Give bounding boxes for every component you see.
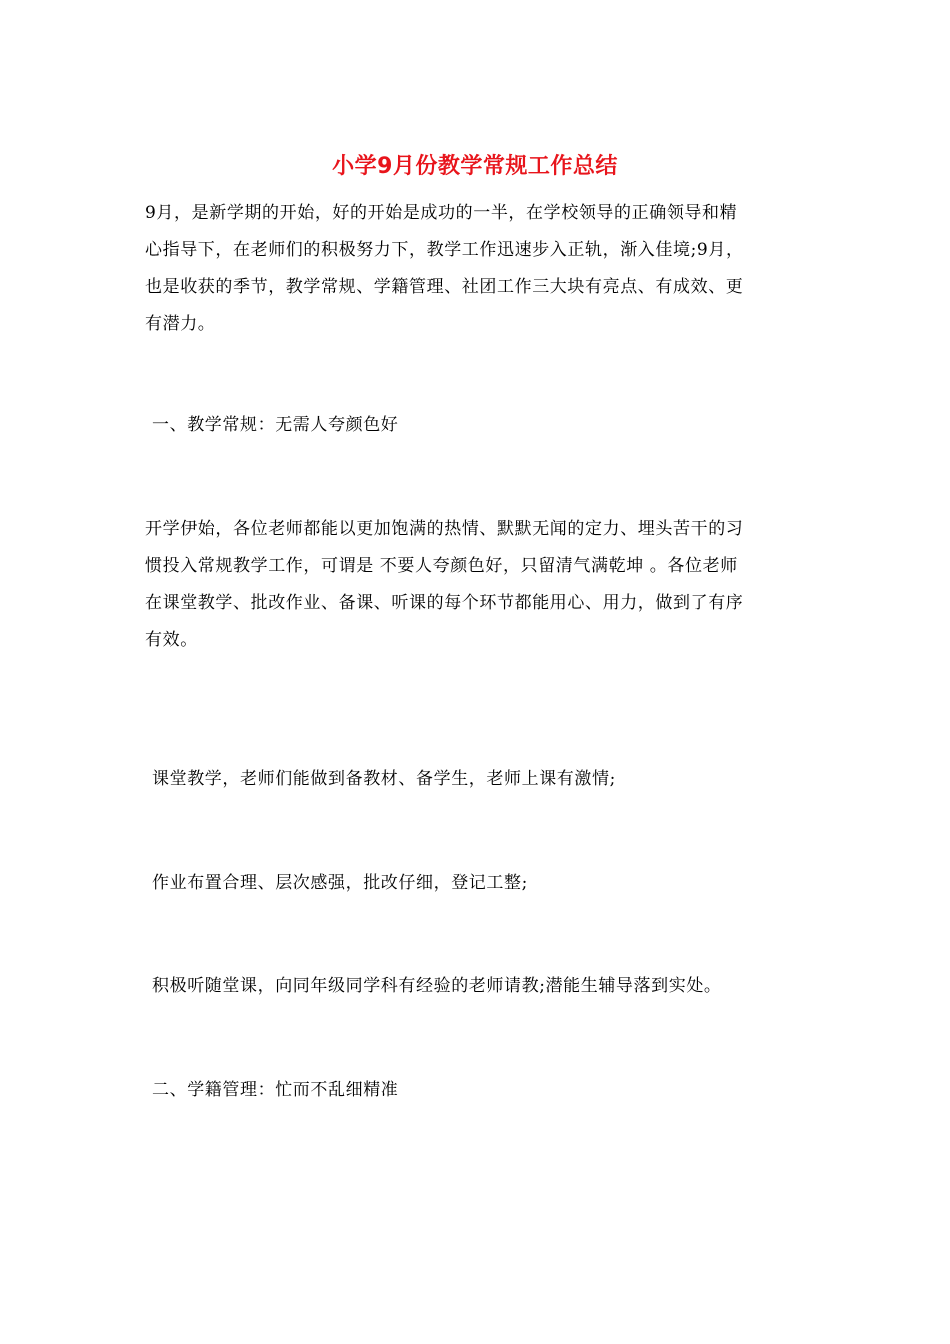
intro-line: 9月，是新学期的开始，好的开始是成功的一半，在学校领导的正确领导和精 [145,203,738,223]
document-title: 小学9月份教学常规工作总结 [332,154,618,179]
section-1-heading: 一、教学常规：无需人夸颜色好 [152,415,399,435]
section-2-heading: 二、学籍管理：忙而不乱细精准 [152,1080,399,1100]
intro-line: 心指导下，在老师们的积极努力下，教学工作迅速步入正轨，渐入佳境;9月， [145,240,744,260]
homework-item: 作业布置合理、层次感强，批改仔细，登记工整; [152,873,528,893]
section-1-line: 在课堂教学、批改作业、备课、听课的每个环节都能用心、用力，做到了有序 [145,593,744,613]
section-1-line: 有效。 [145,630,198,650]
section-1-line: 惯投入常规教学工作，可谓是 不要人夸颜色好，只留清气满乾坤 。各位老师 [145,556,738,576]
class-observation-item: 积极听随堂课，向同年级同学科有经验的老师请教;潜能生辅导落到实处。 [152,976,722,996]
section-1-line: 开学伊始，各位老师都能以更加饱满的热情、默默无闻的定力、埋头苦干的习 [145,519,744,539]
intro-paragraph [145,195,810,343]
section-1-paragraph [145,511,810,659]
classroom-teaching-item: 课堂教学，老师们能做到备教材、备学生，老师上课有激情; [152,769,616,789]
intro-line: 有潜力。 [145,314,216,334]
intro-line: 也是收获的季节，教学常规、学籍管理、社团工作三大块有亮点、有成效、更 [145,277,744,297]
